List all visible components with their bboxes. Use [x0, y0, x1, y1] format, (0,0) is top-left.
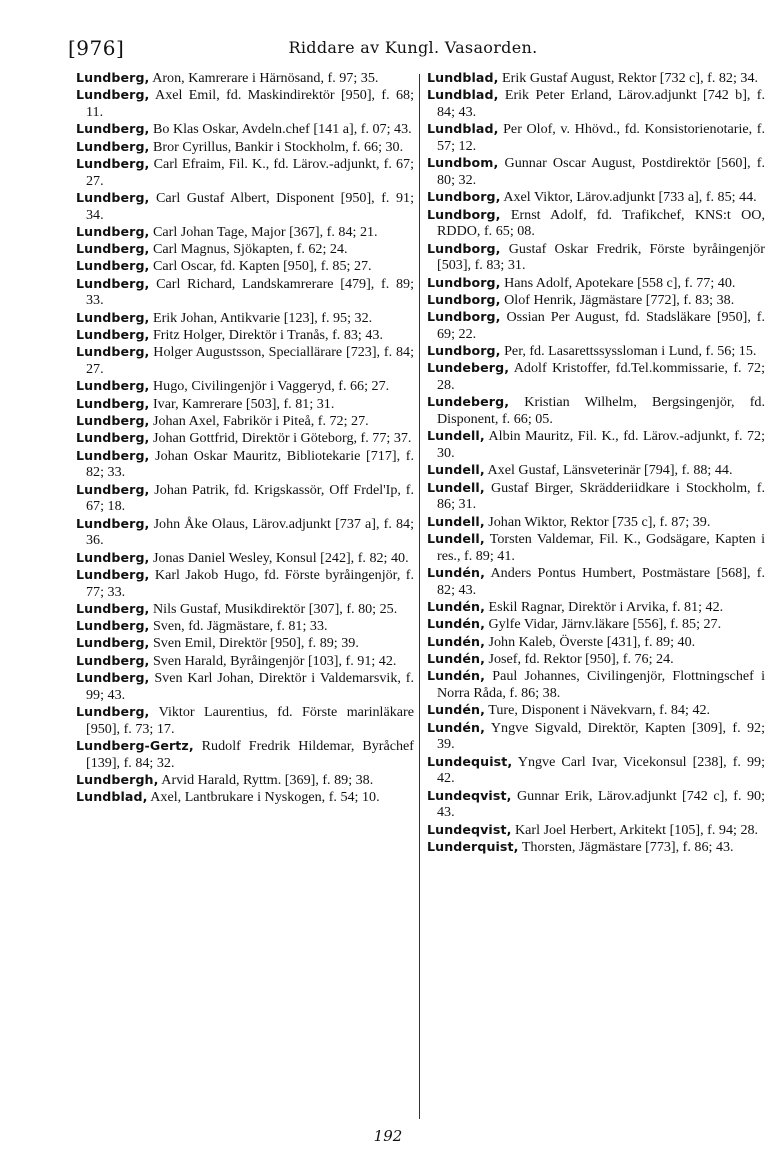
entry-details: Carl Gustaf Albert, Disponent [950], f. 91; 34.	[86, 189, 414, 223]
entry-surname: Lundberg,	[76, 412, 150, 428]
register-entry	[76, 601, 414, 618]
entry-surname: Lundeberg,	[427, 394, 510, 410]
entry-details: John Kaleb, Överste [431], f. 89; 40.	[488, 633, 696, 650]
entry-details: Torsten Valdemar, Fil. K., Godsägare, Kapten i res., f. 89; 41.	[437, 531, 765, 564]
entry-surname: Lundborg,	[427, 274, 501, 290]
entry-details: Axel, Lantbrukare i Nyskogen, f. 54; 10.	[150, 789, 380, 806]
entry-details: Bror Cyrillus, Bankir i Stockholm, f. 66; 30.	[152, 138, 404, 155]
register-entry	[427, 462, 765, 479]
entry-details: Erik Johan, Antikvarie [123], f. 95; 32.	[152, 309, 373, 326]
entry-surname: Lundberg,	[76, 70, 150, 85]
entry-surname: Lundén,	[427, 565, 485, 581]
entry-surname: Lundberg,	[76, 600, 150, 616]
register-entry	[76, 448, 414, 481]
register-entry	[76, 344, 414, 377]
register-entry	[76, 241, 414, 258]
register-entry	[427, 565, 765, 598]
entry-details: Carl Oscar, fd. Kapten [950], f. 85; 27.	[152, 258, 372, 275]
entry-details: Paul Johannes, Civilingenjör, Flottningschef i Norra Råda, f. 86; 38.	[437, 668, 765, 701]
register-entry	[76, 704, 414, 737]
register-entry	[76, 190, 414, 223]
entry-surname: Lundberg,	[76, 275, 150, 291]
entry-surname: Lundborg,	[427, 343, 501, 359]
entry-surname: Lundborg,	[427, 206, 501, 222]
entry-details: Bo Klas Oskar, Avdeln.chef [141 a], f. 07; 43.	[152, 121, 412, 138]
entry-surname: Lundeqvist,	[427, 821, 512, 837]
entry-details: Viktor Laurentius, fd. Förste marinläkare [950], f. 73; 17.	[86, 704, 414, 737]
entry-details: Carl Magnus, Sjökapten, f. 62; 24.	[152, 241, 348, 258]
register-entry	[76, 87, 414, 120]
entry-surname: Lundberg,	[76, 652, 150, 668]
entry-surname: Lundblad,	[427, 70, 499, 85]
entry-surname: Lundborg,	[427, 309, 501, 325]
entry-surname: Lundberg,	[76, 635, 150, 651]
register-entry	[76, 121, 414, 138]
register-entry	[76, 635, 414, 652]
entry-surname: Lundberg,	[76, 704, 150, 720]
entry-surname: Lundell,	[427, 513, 485, 529]
entry-columns	[76, 70, 764, 1128]
register-entry	[427, 121, 765, 154]
entry-details: Nils Gustaf, Musikdirektör [307], f. 80; 25.	[152, 600, 398, 617]
entry-surname: Lundberg,	[76, 344, 150, 360]
entry-surname: Lundberg,	[76, 155, 150, 171]
entry-details: Fritz Holger, Direktör i Tranås, f. 83; 43.	[152, 327, 383, 344]
entry-details: John Åke Olaus, Lärov.adjunkt [737 a], f. 84; 36.	[86, 515, 414, 549]
entry-surname: Lundberg,	[76, 515, 150, 531]
register-entry	[76, 139, 414, 156]
entry-details: Rudolf Fredrik Hildemar, Byråchef [139], f. 84; 32.	[86, 738, 414, 771]
register-entry	[427, 822, 765, 839]
entry-surname: Lundberg,	[76, 670, 150, 686]
entry-surname: Lundén,	[427, 633, 485, 649]
entry-surname: Lundberg,	[76, 241, 150, 257]
entry-surname: Lundequist,	[427, 753, 513, 769]
entry-details: Axel Viktor, Lärov.adjunkt [733 a], f. 85; 44.	[503, 189, 757, 206]
register-entry	[427, 275, 765, 292]
entry-details: Albin Mauritz, Fil. K., fd. Lärov.-adjunkt, f. 72; 30.	[437, 428, 765, 462]
register-entry	[427, 599, 765, 616]
register-entry	[76, 413, 414, 430]
entry-details: Gustaf Birger, Skrädderiidkare i Stockholm, f. 86; 31.	[437, 479, 766, 513]
entry-details: Karl Jakob Hugo, fd. Förste byråingenjör, f. 77; 33.	[86, 566, 414, 600]
entry-details: Thorsten, Jägmästare [773], f. 86; 43.	[521, 838, 734, 855]
register-entry	[76, 618, 414, 635]
entry-details: Axel Gustaf, Länsveterinär [794], f. 88; 44.	[487, 462, 733, 479]
entry-surname: Lundberg,	[76, 430, 150, 446]
entry-surname: Lundberg,	[76, 138, 150, 154]
entry-surname: Lundén,	[427, 719, 485, 735]
entry-details: Sven, fd. Jägmästare, f. 81; 33.	[152, 618, 328, 635]
register-entry	[427, 70, 765, 87]
entry-surname: Lundberg-Gertz,	[76, 738, 194, 754]
register-entry	[427, 241, 765, 274]
register-entry	[427, 616, 765, 633]
register-entry	[76, 567, 414, 600]
entry-surname: Lundbom,	[427, 155, 499, 171]
register-entry	[427, 531, 765, 564]
entry-details: Aron, Kamrerare i Härnösand, f. 97; 35.	[152, 70, 379, 86]
register-entry	[427, 428, 765, 461]
entry-details: Sven Emil, Direktör [950], f. 89; 39.	[152, 635, 359, 652]
entry-details: Sven Karl Johan, Direktör i Valdemarsvik, f. 99; 43.	[86, 670, 414, 703]
column-divider	[419, 74, 420, 1119]
register-entry	[427, 788, 765, 821]
register-entry	[427, 155, 765, 188]
entry-details: Ossian Per August, fd. Stadsläkare [950], f. 69; 22.	[437, 309, 765, 342]
entry-surname: Lundell,	[427, 462, 485, 478]
entry-details: Holger Augustsson, Speciallärare [723], f. 84; 27.	[86, 344, 414, 378]
register-entry	[76, 396, 414, 413]
entry-surname: Lundberg,	[76, 121, 150, 137]
register-entry	[76, 516, 414, 549]
register-entry	[427, 514, 765, 531]
register-entry	[76, 276, 414, 309]
entry-surname: Lundell,	[427, 531, 485, 547]
register-entry	[427, 702, 765, 719]
entry-details: Yngve Sigvald, Direktör, Kapten [309], f. 92; 39.	[437, 719, 765, 753]
entry-details: Gunnar Oscar August, Postdirektör [560], f. 80; 32.	[437, 155, 765, 188]
entry-details: Per Olof, v. Hhövd., fd. Konsistorienotarie, f. 57; 12.	[437, 121, 765, 154]
entry-details: Ernst Adolf, fd. Trafikchef, KNS:t OO, RDDO, f. 65; 08.	[437, 206, 765, 240]
entry-details: Axel Emil, fd. Maskindirektör [950], f. 68; 11.	[86, 87, 414, 120]
entry-surname: Lundén,	[427, 650, 485, 666]
register-entry	[427, 360, 765, 393]
register-entry	[76, 310, 414, 327]
entry-details: Karl Joel Herbert, Arkitekt [105], f. 94; 28.	[515, 821, 759, 838]
register-entry	[427, 207, 765, 240]
register-entry	[427, 754, 765, 787]
register-entry	[76, 789, 414, 806]
entry-surname: Lunderquist,	[427, 838, 519, 854]
register-entry	[427, 394, 765, 427]
entry-surname: Lundbergh,	[76, 772, 159, 788]
entry-details: Erik Peter Erland, Lärov.adjunkt [742 b], f. 84; 43.	[437, 87, 765, 120]
register-entry	[76, 772, 414, 789]
entry-surname: Lundborg,	[427, 189, 501, 205]
entry-details: Ture, Disponent i Nävekvarn, f. 84; 42.	[488, 702, 711, 719]
entry-surname: Lundborg,	[427, 291, 501, 307]
register-entry	[76, 550, 414, 567]
header-page-number: [976]	[68, 36, 125, 60]
register-entry	[427, 668, 765, 701]
entry-surname: Lundberg,	[76, 566, 150, 582]
register-entry	[76, 70, 414, 87]
register-entry	[76, 224, 414, 241]
entry-surname: Lundeqvist,	[427, 787, 512, 803]
register-entry	[427, 720, 765, 753]
register-entry	[76, 327, 414, 344]
entry-details: Yngve Carl Ivar, Vicekonsul [238], f. 99; 42.	[437, 753, 765, 787]
entry-details: Hans Adolf, Apotekare [558 c], f. 77; 40.	[504, 274, 736, 291]
entry-surname: Lundblad,	[76, 789, 148, 805]
running-title: Riddare av Kungl. Vasaorden.	[288, 38, 538, 57]
register-entry	[76, 430, 414, 447]
entry-details: Adolf Kristoffer, fd.Tel.kommissarie, f. 72; 28.	[437, 360, 765, 394]
entry-surname: Lundborg,	[427, 240, 501, 256]
entry-details: Gustaf Oskar Fredrik, Förste byråingenjör [503], f. 83; 31.	[437, 240, 765, 274]
entry-surname: Lundberg,	[76, 378, 150, 394]
entry-details: Carl Johan Tage, Major [367], f. 84; 21.	[152, 223, 378, 240]
entry-details: Josef, fd. Rektor [950], f. 76; 24.	[488, 650, 674, 667]
register-entry	[76, 258, 414, 275]
register-entry	[76, 156, 414, 189]
entry-surname: Lundberg,	[76, 309, 150, 325]
register-entry	[427, 189, 765, 206]
entry-surname: Lundell,	[427, 479, 485, 495]
entry-details: Johan Patrik, fd. Krigskassör, Off Frdel'Ip, f. 67; 18.	[86, 481, 414, 515]
entry-surname: Lundblad,	[427, 87, 499, 103]
entry-details: Anders Pontus Humbert, Postmästare [568], f. 82; 43.	[437, 565, 765, 598]
entry-details: Hugo, Civilingenjör i Vaggeryd, f. 66; 27.	[152, 378, 390, 395]
register-entry	[427, 651, 765, 668]
register-entry	[427, 292, 765, 309]
entry-details: Kristian Wilhelm, Bergsingenjör, fd. Disponent, f. 66; 05.	[437, 394, 765, 428]
entry-details: Carl Richard, Landskamrerare [479], f. 89; 33.	[86, 275, 414, 309]
entry-details: Johan Gottfrid, Direktör i Göteborg, f. 77; 37.	[152, 430, 412, 447]
entry-details: Erik Gustaf August, Rektor [732 c], f. 82; 34.	[502, 70, 759, 86]
entry-surname: Lundberg,	[76, 549, 150, 565]
entry-surname: Lundén,	[427, 599, 485, 615]
entry-details: Arvid Harald, Ryttm. [369], f. 89; 38.	[161, 772, 374, 789]
entry-surname: Lundberg,	[76, 189, 150, 205]
footer-page-number: 192	[373, 1127, 403, 1145]
register-entry	[427, 87, 765, 120]
entry-details: Ivar, Kamrerare [503], f. 81; 31.	[152, 395, 335, 412]
entry-surname: Lundberg,	[76, 87, 150, 103]
entry-details: Eskil Ragnar, Direktör i Arvika, f. 81; 42.	[488, 599, 724, 616]
entry-surname: Lundberg,	[76, 481, 150, 497]
register-entry	[76, 670, 414, 703]
entry-details: Per, fd. Lasarettssyssloman i Lund, f. 56; 15.	[504, 343, 757, 360]
page-header	[68, 36, 758, 60]
register-entry	[427, 839, 765, 856]
entry-details: Johan Oskar Mauritz, Bibliotekarie [717], f. 82; 33.	[86, 447, 414, 481]
register-entry	[76, 482, 414, 515]
entry-surname: Lundblad,	[427, 121, 499, 137]
entry-surname: Lundell,	[427, 428, 485, 444]
entry-details: Gunnar Erik, Lärov.adjunkt [742 c], f. 90; 43.	[437, 787, 766, 821]
right-column	[427, 70, 765, 856]
entry-surname: Lundberg,	[76, 618, 150, 634]
entry-surname: Lundeberg,	[427, 360, 510, 376]
entry-surname: Lundberg,	[76, 258, 150, 274]
register-entry	[76, 738, 414, 771]
entry-surname: Lundén,	[427, 616, 485, 632]
entry-surname: Lundberg,	[76, 223, 150, 239]
entry-surname: Lundén,	[427, 668, 485, 684]
entry-details: Gylfe Vidar, Järnv.läkare [556], f. 85; 27.	[488, 616, 722, 633]
entry-details: Johan Wiktor, Rektor [735 c], f. 87; 39.	[488, 513, 711, 530]
entry-details: Johan Axel, Fabrikör i Piteå, f. 72; 27.	[152, 412, 369, 429]
entry-details: Sven Harald, Byråingenjör [103], f. 91; 42.	[152, 652, 397, 669]
register-entry	[76, 378, 414, 395]
entry-surname: Lundberg,	[76, 395, 150, 411]
entry-surname: Lundberg,	[76, 327, 150, 343]
left-column	[76, 70, 414, 807]
entry-details: Olof Henrik, Jägmästare [772], f. 83; 38.	[504, 291, 735, 308]
entry-surname: Lundberg,	[76, 447, 150, 463]
entry-details: Carl Efraim, Fil. K., fd. Lärov.-adjunkt, f. 67; 27.	[86, 155, 414, 189]
register-entry	[427, 309, 765, 342]
register-entry	[76, 653, 414, 670]
register-entry	[427, 480, 765, 513]
register-entry	[427, 634, 765, 651]
entry-surname: Lundén,	[427, 702, 485, 718]
register-entry	[427, 343, 765, 360]
entry-details: Jonas Daniel Wesley, Konsul [242], f. 82; 40.	[152, 549, 409, 566]
